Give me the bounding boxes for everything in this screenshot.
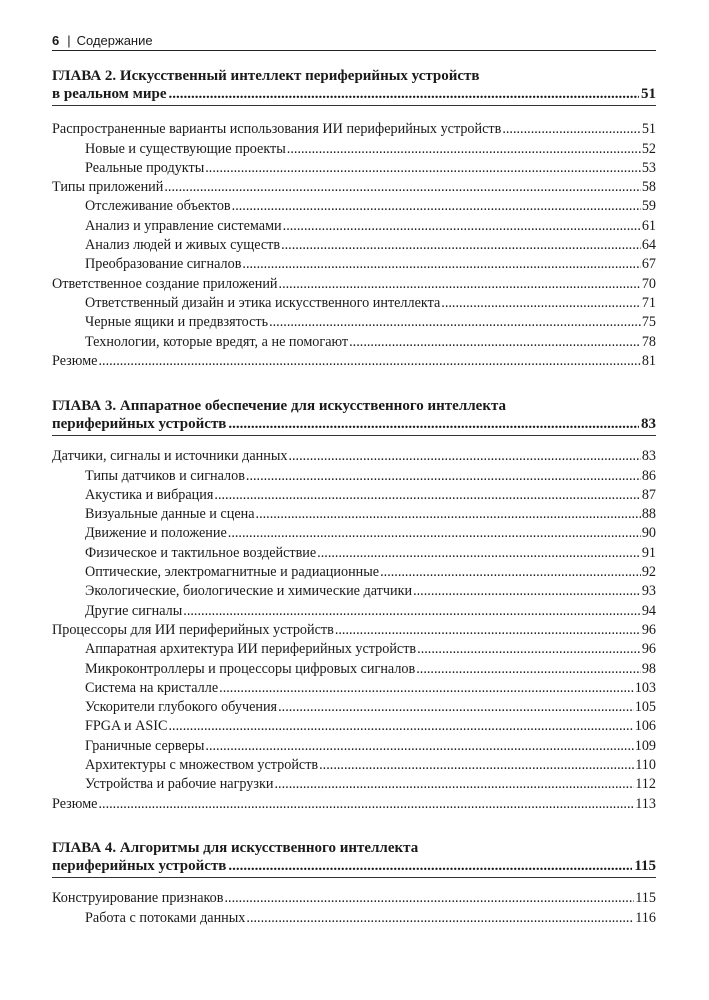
leader-dots	[228, 857, 632, 875]
toc-entry-page: 92	[641, 564, 656, 581]
toc-entry[interactable]	[52, 735, 656, 754]
chapter-4-heading	[52, 839, 656, 878]
toc-entry[interactable]	[52, 793, 656, 812]
toc-entry[interactable]	[52, 196, 656, 215]
leader-dots	[380, 564, 641, 581]
chapter-page: 115	[634, 858, 656, 874]
leader-dots	[98, 353, 640, 370]
leader-dots	[319, 757, 634, 774]
chapter-page: 51	[641, 86, 656, 102]
toc-entry[interactable]	[52, 235, 656, 254]
page-header	[52, 33, 656, 51]
leader-dots	[246, 910, 634, 927]
toc-entry[interactable]	[52, 215, 656, 234]
leader-dots	[228, 525, 641, 542]
toc-entry-title: Движение и положение	[85, 525, 227, 542]
toc-entry-title: Акустика и вибрация	[85, 486, 214, 503]
chapter-page: 83	[641, 416, 656, 432]
toc-entry[interactable]	[52, 312, 656, 331]
header-separator: |	[67, 33, 71, 48]
toc-entry-title: Микроконтроллеры и процессоры цифровых сигналов	[85, 660, 416, 677]
toc-entry[interactable]	[52, 716, 656, 735]
toc-entry-title: Реальные продукты	[85, 159, 205, 176]
toc-entry[interactable]	[52, 293, 656, 312]
toc-entry[interactable]	[52, 639, 656, 658]
toc-entry-page: 98	[641, 660, 656, 677]
toc-entry-title: Распространенные варианты использования ИИ периферийных устройств	[52, 121, 502, 138]
leader-dots	[246, 468, 641, 485]
toc-entry-title: Резюме	[52, 795, 98, 812]
toc-entry-title: Ответственный дизайн и этика искусственного интеллекта	[85, 294, 441, 311]
chapter-2-heading	[52, 67, 656, 106]
leader-dots	[169, 718, 634, 735]
leader-dots	[278, 699, 634, 716]
toc-entry-title: Система на кристалле	[85, 679, 219, 696]
toc-entry-page: 91	[641, 544, 656, 561]
leader-dots	[228, 415, 639, 433]
toc-entry[interactable]	[52, 678, 656, 697]
toc-entry-title: Работа с потоками данных	[85, 909, 246, 926]
leader-dots	[164, 179, 640, 196]
toc-entry[interactable]	[52, 177, 656, 196]
toc-entry-title: Ускорители глубокого обучения	[85, 699, 278, 716]
toc-entry[interactable]	[52, 600, 656, 619]
toc-entry-title: Устройства и рабочие нагрузки	[85, 776, 274, 793]
toc-entry-page: 94	[641, 602, 656, 619]
toc-entry[interactable]	[52, 658, 656, 677]
toc-entry-title: Архитектуры с множеством устройств	[85, 757, 319, 774]
leader-dots	[169, 85, 639, 103]
chapter-rule	[52, 877, 656, 878]
leader-dots	[242, 256, 640, 273]
toc-entry-page: 52	[641, 140, 656, 157]
toc-entry-title: Другие сигналы	[85, 602, 183, 619]
toc-entry[interactable]	[52, 331, 656, 350]
chapter-title-line2: периферийных устройств	[52, 858, 227, 874]
toc-entry-page: 83	[641, 448, 656, 465]
toc-entry[interactable]	[52, 620, 656, 639]
toc-entry[interactable]	[52, 697, 656, 716]
chapter-title-line1: ГЛАВА 3. Аппаратное обеспечение для искусственного интеллекта	[52, 398, 507, 414]
toc-entry-page: 59	[641, 198, 656, 215]
toc-entry[interactable]	[52, 542, 656, 561]
toc-entry[interactable]	[52, 888, 656, 907]
toc-entry-page: 103	[634, 679, 656, 696]
toc-entry[interactable]	[52, 119, 656, 138]
chapter-3-entries	[52, 446, 656, 813]
toc-entry-title: Физическое и тактильное воздействие	[85, 544, 317, 561]
leader-dots	[317, 545, 641, 562]
toc-entry-title: Анализ людей и живых существ	[85, 237, 281, 254]
toc-entry[interactable]	[52, 273, 656, 292]
leader-dots	[256, 506, 641, 523]
toc-entry[interactable]	[52, 755, 656, 774]
page-number: 6	[52, 33, 60, 48]
leader-dots	[413, 583, 641, 600]
toc-entry-title: Конструирование признаков	[52, 890, 224, 907]
toc-entry-title: Типы приложений	[52, 179, 164, 196]
toc-entry-title: Отслеживание объектов	[85, 198, 231, 215]
toc-entry-page: 53	[641, 159, 656, 176]
chapter-rule	[52, 435, 656, 436]
chapter-title-line2: периферийных устройств	[52, 416, 227, 432]
leader-dots	[349, 334, 641, 351]
chapter-title-line2: в реальном мире	[52, 86, 167, 102]
toc-entry[interactable]	[52, 562, 656, 581]
chapter-3-heading	[52, 397, 656, 436]
toc-entry[interactable]	[52, 254, 656, 273]
toc-entry-page: 110	[635, 757, 656, 774]
leader-dots	[205, 738, 633, 755]
leader-dots	[417, 641, 641, 658]
toc-entry[interactable]	[52, 581, 656, 600]
toc-entry-page: 112	[635, 776, 656, 793]
leader-dots	[214, 487, 640, 504]
chapter-2-entries	[52, 119, 656, 370]
toc-entry[interactable]	[52, 465, 656, 484]
toc-entry[interactable]	[52, 504, 656, 523]
toc-entry-page: 105	[634, 699, 656, 716]
toc-entry-title: Экологические, биологические и химические датчики	[85, 583, 413, 600]
leader-dots	[416, 661, 641, 678]
toc-entry-page: 58	[641, 179, 656, 196]
toc-entry-page: 96	[641, 621, 656, 638]
toc-entry-title: Аппаратная архитектура ИИ периферийных устройств	[85, 641, 417, 658]
toc-entry-title: Визуальные данные и сцена	[85, 506, 255, 523]
toc-entry[interactable]	[52, 138, 656, 157]
toc-entry-title: Датчики, сигналы и источники данных	[52, 448, 288, 465]
chapter-rule	[52, 105, 656, 106]
toc-entry-page: 113	[635, 795, 656, 812]
header-title: Содержание	[76, 33, 153, 48]
toc-entry-page: 78	[641, 333, 656, 350]
leader-dots	[275, 776, 635, 793]
leader-dots	[288, 448, 640, 465]
toc-entry-page: 86	[641, 467, 656, 484]
leader-dots	[183, 603, 641, 620]
toc-entry-page: 70	[641, 275, 656, 292]
toc-entry[interactable]	[52, 351, 656, 370]
toc-entry-title: Новые и существующие проекты	[85, 140, 286, 157]
toc-entry-title: Оптические, электромагнитные и радиационные	[85, 564, 380, 581]
toc-entry-page: 93	[641, 583, 656, 600]
toc-entry-page: 106	[634, 718, 656, 735]
toc-entry-page: 71	[641, 294, 656, 311]
toc-entry-page: 109	[634, 737, 656, 754]
toc-entry[interactable]	[52, 485, 656, 504]
leader-dots	[287, 141, 641, 158]
toc-entry-page: 115	[635, 890, 656, 907]
toc-entry-title: Типы датчиков и сигналов	[85, 467, 245, 484]
leader-dots	[232, 198, 641, 215]
toc-entry-page: 96	[641, 641, 656, 658]
toc-entry-page: 90	[641, 525, 656, 542]
leader-dots	[502, 121, 641, 138]
leader-dots	[335, 622, 641, 639]
leader-dots	[219, 680, 634, 697]
toc-entry-page: 75	[641, 314, 656, 331]
toc-entry-title: Процессоры для ИИ периферийных устройств	[52, 621, 334, 638]
leader-dots	[269, 314, 641, 331]
toc-entry-page: 51	[641, 121, 656, 138]
toc-entry-page: 67	[641, 256, 656, 273]
toc-entry[interactable]	[52, 158, 656, 177]
toc-entry-page: 61	[641, 217, 656, 234]
toc-entry[interactable]	[52, 523, 656, 542]
leader-dots	[283, 218, 641, 235]
leader-dots	[205, 160, 641, 177]
toc-entry-title: Ответственное создание приложений	[52, 275, 278, 292]
toc-entry-title: Резюме	[52, 352, 98, 369]
toc-entry-page: 81	[641, 352, 656, 369]
toc-entry-page: 64	[641, 237, 656, 254]
toc-entry-title: Черные ящики и предвзятость	[85, 314, 269, 331]
toc-entry-page: 88	[641, 506, 656, 523]
toc-entry-title: Граничные серверы	[85, 737, 205, 754]
chapter-4-entries	[52, 888, 656, 927]
leader-dots	[281, 237, 641, 254]
toc-entry-title: Преобразование сигналов	[85, 256, 242, 273]
toc-entry[interactable]	[52, 907, 656, 926]
chapter-title-line1: ГЛАВА 4. Алгоритмы для искусственного интеллекта	[52, 840, 419, 856]
leader-dots	[98, 796, 634, 813]
chapter-title-line1: ГЛАВА 2. Искусственный интеллект периферийных устройств	[52, 68, 480, 84]
toc-entry[interactable]	[52, 774, 656, 793]
leader-dots	[224, 890, 634, 907]
toc-entry-page: 116	[635, 909, 656, 926]
toc-entry-page: 87	[641, 486, 656, 503]
leader-dots	[279, 276, 641, 293]
toc-entry[interactable]	[52, 446, 656, 465]
leader-dots	[441, 295, 641, 312]
toc-entry-title: FPGA и ASIC	[85, 718, 168, 735]
toc-entry-title: Технологии, которые вредят, а не помогают	[85, 333, 349, 350]
toc-entry-title: Анализ и управление системами	[85, 217, 282, 234]
